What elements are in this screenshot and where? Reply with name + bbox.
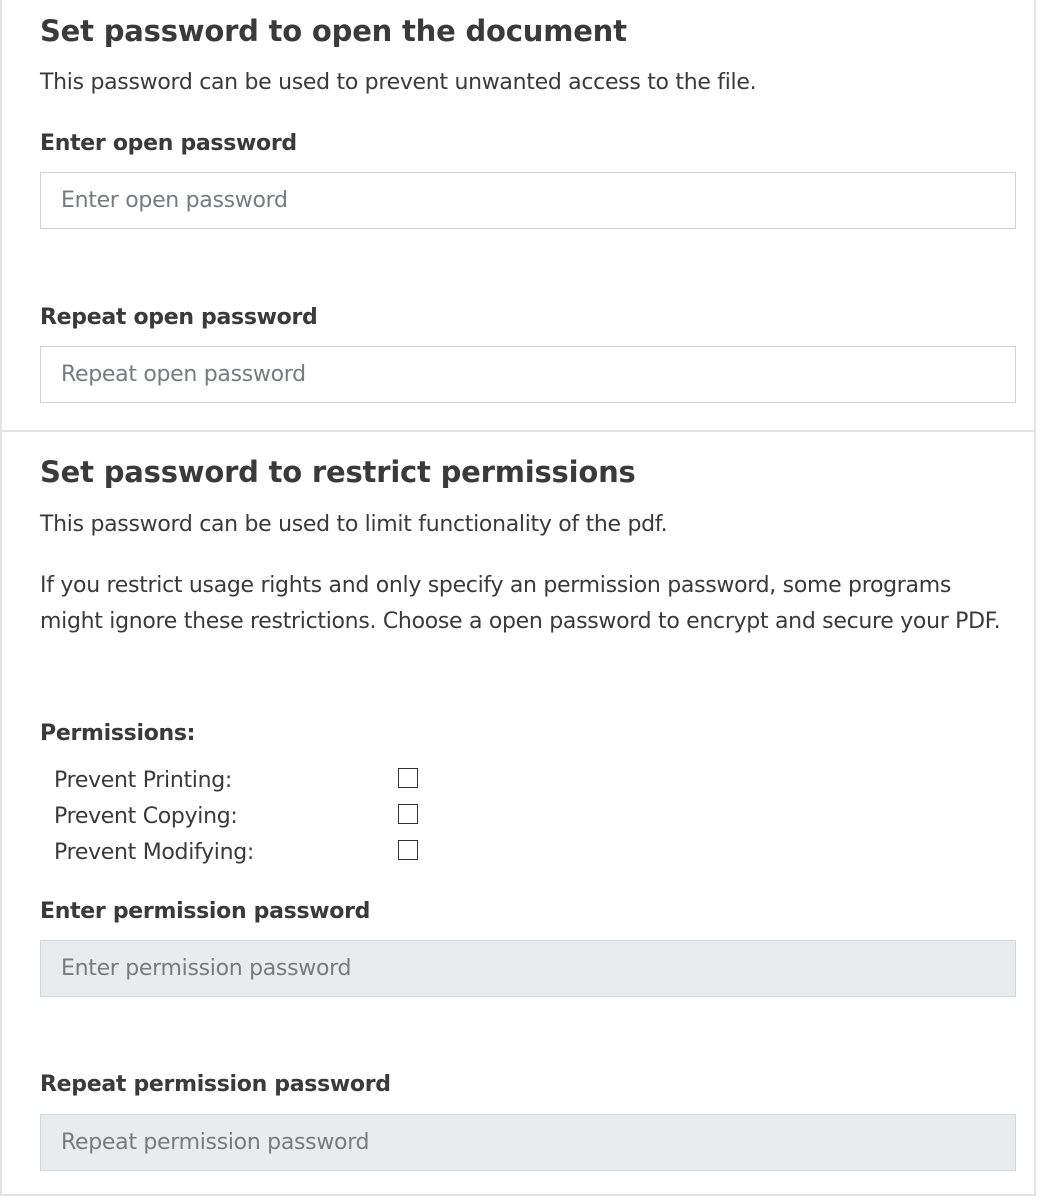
prevent-modifying-checkbox[interactable]: [398, 840, 418, 860]
open-section-title: Set password to open the document: [40, 14, 627, 48]
repeat-permission-password-label: Repeat permission password: [40, 1072, 391, 1097]
permission-row-printing: [54, 766, 434, 800]
enter-permission-password-label: Enter permission password: [40, 899, 371, 924]
prevent-copying-checkbox[interactable]: [398, 804, 418, 824]
open-section-description: This password can be used to prevent unwanted access to the file.: [40, 70, 757, 95]
prevent-copying-label: Prevent Copying:: [54, 804, 238, 829]
repeat-permission-password-input[interactable]: [40, 1114, 1016, 1171]
repeat-open-password-input[interactable]: [40, 346, 1016, 403]
section-divider: [2, 430, 1034, 432]
permission-row-modifying: [54, 838, 434, 872]
prevent-modifying-label: Prevent Modifying:: [54, 840, 255, 865]
permission-row-copying: [54, 802, 434, 836]
enter-permission-password-input[interactable]: [40, 940, 1016, 997]
prevent-printing-checkbox[interactable]: [398, 768, 418, 788]
permission-warning-text: If you restrict usage rights and only specify an permission password, some programs might ignore these restrictions. Choose a open password to encrypt and secure your PDF.: [40, 573, 1001, 634]
permission-section-title: Set password to restrict permissions: [40, 455, 636, 489]
permissions-label: Permissions:: [40, 721, 196, 746]
prevent-printing-label: Prevent Printing:: [54, 768, 233, 793]
permission-section-description: This password can be used to limit functionality of the pdf.: [40, 512, 668, 537]
enter-open-password-label: Enter open password: [40, 131, 297, 156]
enter-open-password-input[interactable]: [40, 172, 1016, 229]
repeat-open-password-label: Repeat open password: [40, 305, 318, 330]
